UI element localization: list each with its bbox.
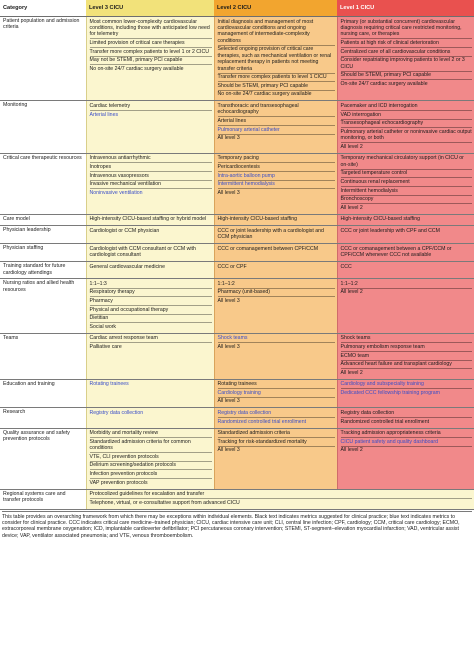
cell-item: Continuous renal replacement bbox=[341, 177, 473, 186]
table-body bbox=[0, 17, 474, 510]
cell-item: Registry data collection bbox=[340, 410, 395, 417]
level-2-cell bbox=[214, 214, 337, 226]
level-2-cell bbox=[214, 333, 337, 379]
cell-item: All level 3 bbox=[218, 296, 335, 305]
level-3-cell bbox=[86, 408, 214, 428]
cell-item: Arterial lines bbox=[218, 116, 335, 125]
cell-item: On-site 24/7 cardiac surgery available bbox=[341, 79, 473, 88]
level-2-cell bbox=[214, 244, 337, 262]
cell-item: Intravenous antiarrhythmic bbox=[89, 155, 151, 162]
cell-item: Transthoracic and transesophageal echocardiography bbox=[217, 103, 299, 116]
level-3-cell bbox=[86, 379, 214, 408]
cell-item: Targeted temperature control bbox=[341, 169, 473, 178]
cell-item: Most common lower-complexity cardiovascular conditions, including those with anticipated low need for telemetry bbox=[89, 18, 210, 38]
cell-item: No on-site 24/7 cardiac surgery available bbox=[218, 90, 335, 99]
cell-item: Delirium screening/sedation protocols bbox=[90, 461, 212, 470]
cell-item: Should be STEMI, primary PCI capable bbox=[341, 71, 473, 80]
cell-item: Physical and occupational therapy bbox=[90, 305, 212, 314]
cell-item: All level 2 bbox=[341, 142, 473, 151]
cell-item: Infection prevention protocols bbox=[90, 469, 212, 478]
cell-item: Patients at high risk of clinical deterioration bbox=[341, 38, 473, 47]
category-cell: Education and training bbox=[0, 379, 86, 408]
cell-item: Advanced heart failure and transplant cardiology bbox=[341, 360, 473, 369]
category-cell: Regional systems care and transfer protocols bbox=[0, 489, 86, 509]
cell-item: Cardiac telemetry bbox=[89, 103, 131, 109]
cell-item: Centralized care of all cardiovascular conditions bbox=[341, 47, 473, 56]
cell-item: High-intensity CICU-based staffing bbox=[217, 216, 297, 223]
level-2-cell bbox=[214, 153, 337, 214]
cell-item: Cardiac arrest response team bbox=[89, 335, 158, 342]
cell-item: Palliative care bbox=[90, 342, 212, 351]
cell-item: Cardiology training bbox=[218, 388, 335, 397]
table-row bbox=[0, 244, 474, 262]
cell-item: CCC or CPF bbox=[217, 263, 247, 270]
cell-item: Arterial lines bbox=[90, 110, 212, 119]
header-level-2: Level 2 CICU bbox=[214, 0, 337, 17]
cell-item: Should be STEMI, primary PCI capable bbox=[218, 81, 335, 90]
table-row bbox=[0, 101, 474, 153]
cell-item: General cardiovascular medicine bbox=[89, 263, 166, 270]
table-row bbox=[0, 279, 474, 334]
cell-item: Dedicated CCC fellowship training program bbox=[341, 388, 473, 397]
cell-item: CCC or joint leadership with CPF and CCM bbox=[340, 227, 440, 234]
cell-item: Morbidity and mortality review bbox=[89, 430, 159, 437]
cell-item: Selected ongoing provision of critical care therapies, such as mechanical ventilation or renal replacement therapy in patients not meeting transfer criteria bbox=[218, 45, 335, 73]
cell-item: Standardized admission criteria for common conditions bbox=[90, 437, 212, 452]
cell-item: All level 2 bbox=[341, 288, 473, 297]
table-row bbox=[0, 408, 474, 428]
cell-item: CCC bbox=[340, 263, 352, 270]
level-1-cell bbox=[337, 279, 474, 334]
table-row-regional bbox=[0, 489, 474, 509]
level-3-cell bbox=[86, 214, 214, 226]
cell-item: Registry data collection bbox=[89, 410, 144, 417]
table-row bbox=[0, 153, 474, 214]
table-row bbox=[0, 379, 474, 408]
level-3-cell bbox=[86, 244, 214, 262]
level-3-cell bbox=[86, 17, 214, 101]
level-2-cell bbox=[214, 428, 337, 489]
level-2-cell bbox=[214, 262, 337, 279]
table-row bbox=[0, 17, 474, 101]
category-cell: Nursing ratios and allied health resources bbox=[0, 279, 86, 334]
cell-item: Invasive mechanical ventilation bbox=[90, 180, 212, 189]
cell-item: No on-site 24/7 cardiac surgery available bbox=[90, 64, 212, 73]
category-cell: Training standard for future cardiology attendings bbox=[0, 262, 86, 279]
cell-item: Inotropes bbox=[90, 162, 212, 171]
cell-item: 1:1–1:2 bbox=[340, 280, 358, 287]
cell-item: Registry data collection bbox=[217, 410, 272, 417]
cell-item: Pulmonary arterial catheter bbox=[218, 125, 335, 134]
cell-item: Intra-aortic balloon pump bbox=[218, 171, 335, 180]
cell-item: CICU patient safety and quality dashboard bbox=[341, 437, 473, 446]
cell-item: Temporary pacing bbox=[217, 155, 259, 162]
table-row bbox=[0, 333, 474, 379]
table-footnote: This table provides an overarching framework from which there may be exceptions within individual elements. Black text indicates metrics suggested for clinical practice; blue text indicates metrics to consider for clinical practice. CCC indicates critical care medicine–trained physician; CICU, cardiac intensive care unit; CLI, central line infection; CPF, cardiology; CCM, critical care cardiology; ECMO, extracorporeal membrane oxygenation; ICD, implantable cardioverter defibrillator; PCI percutaneous coronary intervention; STEMI, ST-segment–elevation myocardial infarction; VAD, ventricular assist device; VAP, ventilator associated pneumonia; and VTE, venous thromboembolism. bbox=[2, 511, 472, 539]
cell-item: CCC or comanagement between a CPF/CCM or CPF/CCM whenever CCC not available bbox=[340, 245, 452, 259]
cell-item: Pericardiocentesis bbox=[218, 162, 335, 171]
cell-item: Social work bbox=[90, 322, 212, 331]
cell-item: ECMO team bbox=[341, 351, 473, 360]
level-1-cell bbox=[337, 214, 474, 226]
cell-item: Protocolized guidelines for escalation and transfer bbox=[89, 491, 205, 498]
category-cell: Quality assurance and safety prevention protocols bbox=[0, 428, 86, 489]
level-1-cell bbox=[337, 408, 474, 428]
cell-item: Pharmacy (unit-based) bbox=[218, 288, 335, 297]
level-1-cell bbox=[337, 262, 474, 279]
regional-spanning-cell bbox=[86, 489, 474, 509]
table-row bbox=[0, 226, 474, 244]
cell-item: Temporary mechanical circulatory support (in CICU or on-site) bbox=[340, 155, 464, 168]
cell-item: All level 2 bbox=[341, 446, 473, 455]
cell-item: Pharmacy bbox=[90, 296, 212, 305]
level-3-cell bbox=[86, 428, 214, 489]
cell-item: High-intensity CICU-based staffing or hybrid model bbox=[89, 216, 207, 223]
cell-item: Rotating trainees bbox=[217, 381, 257, 388]
cell-item: All level 3 bbox=[218, 342, 335, 351]
cell-item: Initial diagnosis and management of most cardiovascular conditions and ongoing management of intermediate-complexity conditions bbox=[217, 18, 314, 44]
cell-item: Pulmonary embolism response team bbox=[341, 342, 473, 351]
category-cell: Monitoring bbox=[0, 101, 86, 153]
cell-item: Cardiologist or CCM physician bbox=[89, 227, 160, 234]
level-2-cell bbox=[214, 279, 337, 334]
cell-item: Telephone, virtual, or e-consultative support from advanced CICU bbox=[90, 498, 473, 507]
cell-item: Intravenous vasopressors bbox=[90, 171, 212, 180]
cell-item: VTE, CLI prevention protocols bbox=[90, 452, 212, 461]
cell-item: Standardized admission criteria bbox=[217, 430, 290, 437]
cell-item: Randomized controlled trial enrollment bbox=[218, 417, 335, 426]
level-1-cell bbox=[337, 333, 474, 379]
category-cell: Patient population and admission criteria bbox=[0, 17, 86, 101]
cell-item: Noninvasive ventilation bbox=[90, 188, 212, 197]
cell-item: Primary (or substantial concurrent) cardiovascular diagnosis requiring critical care restricted monitoring, nursing care, or therapies bbox=[340, 18, 462, 38]
cell-item: Shock teams bbox=[340, 335, 371, 342]
cell-item: Cardiology and subspecialty training bbox=[340, 381, 424, 388]
cell-item: All level 3 bbox=[218, 134, 335, 143]
level-1-cell bbox=[337, 101, 474, 153]
cell-item: All level 3 bbox=[218, 446, 335, 455]
cell-item: Transfer more complex patients to level 1 or 2 CICU bbox=[90, 47, 212, 56]
header-level-1: Level 1 CICU bbox=[337, 0, 474, 17]
level-3-cell bbox=[86, 153, 214, 214]
cell-item: VAP prevention protocols bbox=[90, 478, 212, 487]
cell-item: Pacemaker and ICD interrogation bbox=[340, 103, 418, 109]
cell-item: Intermittent hemodialysis bbox=[341, 186, 473, 195]
cell-item: Consider repatriating improving patients to level 2 or 3 CICU bbox=[341, 56, 473, 71]
cell-item: Limited provision of critical care therapies bbox=[90, 38, 212, 47]
level-2-cell bbox=[214, 226, 337, 244]
cell-item: All level 2 bbox=[341, 203, 473, 212]
level-1-cell bbox=[337, 428, 474, 489]
cell-item: Transesophageal echocardiography bbox=[341, 119, 473, 128]
category-cell: Physician staffing bbox=[0, 244, 86, 262]
table-header-row bbox=[0, 0, 474, 17]
cell-item: Transfer more complex patients to level 1 CICU bbox=[218, 73, 335, 82]
level-3-cell bbox=[86, 101, 214, 153]
table-row bbox=[0, 428, 474, 489]
category-cell: Care model bbox=[0, 214, 86, 226]
cell-item: CCC or comanagement between CPF/CCM bbox=[217, 245, 319, 252]
cell-item: Pulmonary arterial catheter or noninvasive cardiac output monitoring, or both bbox=[340, 128, 472, 142]
cell-item: All level 3 bbox=[218, 397, 335, 406]
cell-item: VAD interrogation bbox=[341, 110, 473, 119]
cell-item: May not be STEMI, primary PCI capable bbox=[90, 56, 212, 65]
cell-item: High-intensity CICU-based staffing bbox=[340, 216, 420, 223]
cell-item: CCC or joint leadership with a cardiologist and CCM physician bbox=[217, 227, 324, 241]
cell-item: Randomized controlled trial enrollment bbox=[341, 417, 473, 426]
level-1-cell bbox=[337, 17, 474, 101]
level-3-cell bbox=[86, 226, 214, 244]
cell-item: Intermittent hemodialysis bbox=[218, 180, 335, 189]
table-row bbox=[0, 214, 474, 226]
cell-item: Tracking for risk-standardized mortality bbox=[218, 437, 335, 446]
level-1-cell bbox=[337, 153, 474, 214]
header-level-3: Level 3 CICU bbox=[86, 0, 214, 17]
cell-item: Respiratory therapy bbox=[90, 288, 212, 297]
cell-item: Rotating trainees bbox=[89, 381, 129, 388]
cell-item: Shock teams bbox=[217, 335, 248, 342]
table-row bbox=[0, 262, 474, 279]
cell-item: 1:1–1:2 bbox=[217, 280, 235, 287]
level-3-cell bbox=[86, 279, 214, 334]
category-cell: Teams bbox=[0, 333, 86, 379]
cell-item: 1:1–1:3 bbox=[89, 280, 107, 287]
level-3-cell bbox=[86, 333, 214, 379]
level-1-cell bbox=[337, 244, 474, 262]
level-3-cell bbox=[86, 262, 214, 279]
cell-item: Bronchoscopy bbox=[341, 195, 473, 204]
level-1-cell bbox=[337, 226, 474, 244]
cell-item: Dietitian bbox=[90, 314, 212, 323]
level-2-cell bbox=[214, 379, 337, 408]
level-2-cell bbox=[214, 408, 337, 428]
level-1-cell bbox=[337, 379, 474, 408]
level-2-cell bbox=[214, 101, 337, 153]
cell-item: Tracking admission appropriateness criteria bbox=[340, 430, 441, 437]
header-category: Category bbox=[0, 0, 86, 17]
category-cell: Research bbox=[0, 408, 86, 428]
category-cell: Physician leadership bbox=[0, 226, 86, 244]
cell-item: All level 2 bbox=[341, 368, 473, 377]
cell-item: All level 3 bbox=[218, 188, 335, 197]
category-cell: Critical care therapeutic resources bbox=[0, 153, 86, 214]
level-2-cell bbox=[214, 17, 337, 101]
cell-item: Cardiologist with CCM consultant or CCM with cardiologist consultant bbox=[89, 245, 196, 259]
